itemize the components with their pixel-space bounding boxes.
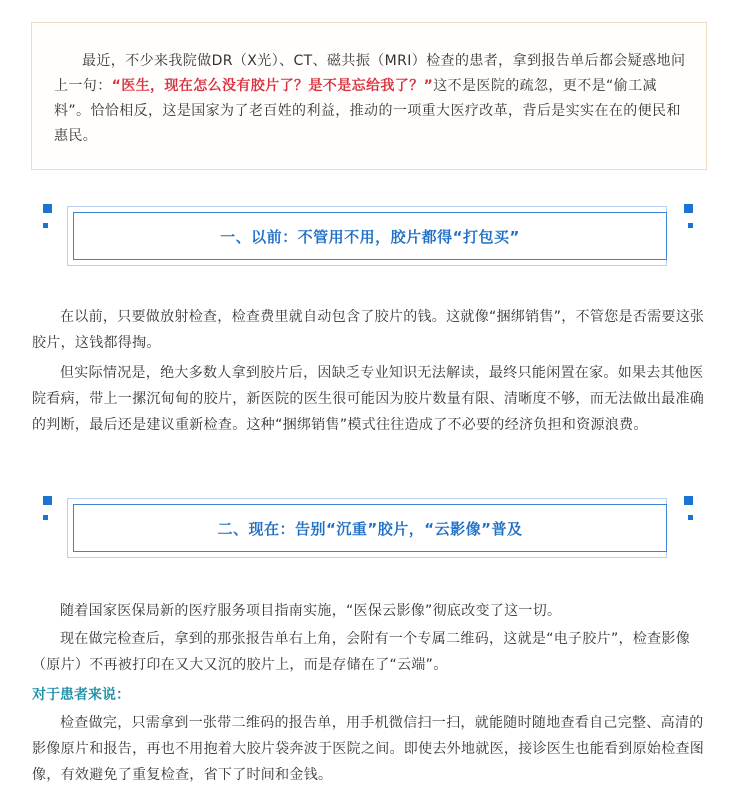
corner-square-decoration	[684, 204, 693, 213]
intro-paragraph	[54, 49, 690, 149]
corner-square-decoration	[43, 204, 52, 213]
corner-dot-decoration	[43, 223, 48, 228]
corner-dot-decoration	[688, 515, 693, 520]
section-1-paragraph-2: 但实际情况是，绝大多数人拿到胶片后，因缺乏专业知识无法解读，最终只能闲置在家。如果去其他医院看病，带上一摞沉甸甸的胶片，新医院的医生很可能因为胶片数量有限、清晰度不够，而无法做出最准确的判断，最后还是建议重新检查。这种“捆绑销售”模式往往造成了不必要的经济负担和资源浪费。	[32, 365, 705, 433]
section-2-paragraph-1: 随着国家医保局新的医疗服务项目指南实施，“医保云影像”彻底改变了这一切。	[60, 603, 562, 619]
intro-text-after: 这不是医院的疏忽，更不是“偷工减料”。恰恰相反，这是国家为了老百姓的利益，推动的一项重大医疗改革，背后是实实在在的便民和惠民。	[54, 78, 681, 144]
section-2-paragraph-2: 现在做完检查后，拿到的那张报告单右上角，会附有一个专属二维码，这就是“电子胶片”，检查影像（原片）不再被打印在又大又沉的胶片上，而是存储在了“云端”。	[32, 631, 691, 673]
corner-dot-decoration	[688, 223, 693, 228]
patients-subheading: 对于患者来说：	[32, 687, 130, 703]
corner-square-decoration	[684, 496, 693, 505]
intro-quote: “医生，现在怎么没有胶片了？是不是忘给我了？”	[111, 78, 434, 94]
intro-box	[31, 22, 707, 170]
section-inner-frame	[73, 504, 667, 552]
section-1-paragraph-1: 在以前，只要做放射检查，检查费里就自动包含了胶片的钱。这就像“捆绑销售”，不管您是否需要这张胶片，这钱都得掏。	[32, 309, 705, 351]
section-1-title: 一、以前：不管用不用，胶片都得“打包买”	[220, 227, 520, 246]
section-inner-frame	[73, 212, 667, 260]
section-2-paragraph-3: 检查做完，只需拿到一张带二维码的报告单，用手机微信扫一扫，就能随时随地查看自己完整、高清的影像原片和报告，再也不用抱着大胶片袋奔波于医院之间。即使去外地就医，接诊医生也能看到原始检查图像，有效避免了重复检查，省下了时间和金钱。	[32, 715, 705, 783]
intro-text-before: 最近，不少来我院做DR（X光）、CT、磁共振（MRI）检查的患者，拿到报告单后都会疑惑地问上一句：	[54, 53, 686, 94]
corner-square-decoration	[43, 496, 52, 505]
section-1-header	[40, 202, 704, 270]
corner-dot-decoration	[43, 515, 48, 520]
section-2-title: 二、现在：告别“沉重”胶片，“云影像”普及	[217, 519, 523, 538]
section-2-header	[40, 494, 704, 562]
